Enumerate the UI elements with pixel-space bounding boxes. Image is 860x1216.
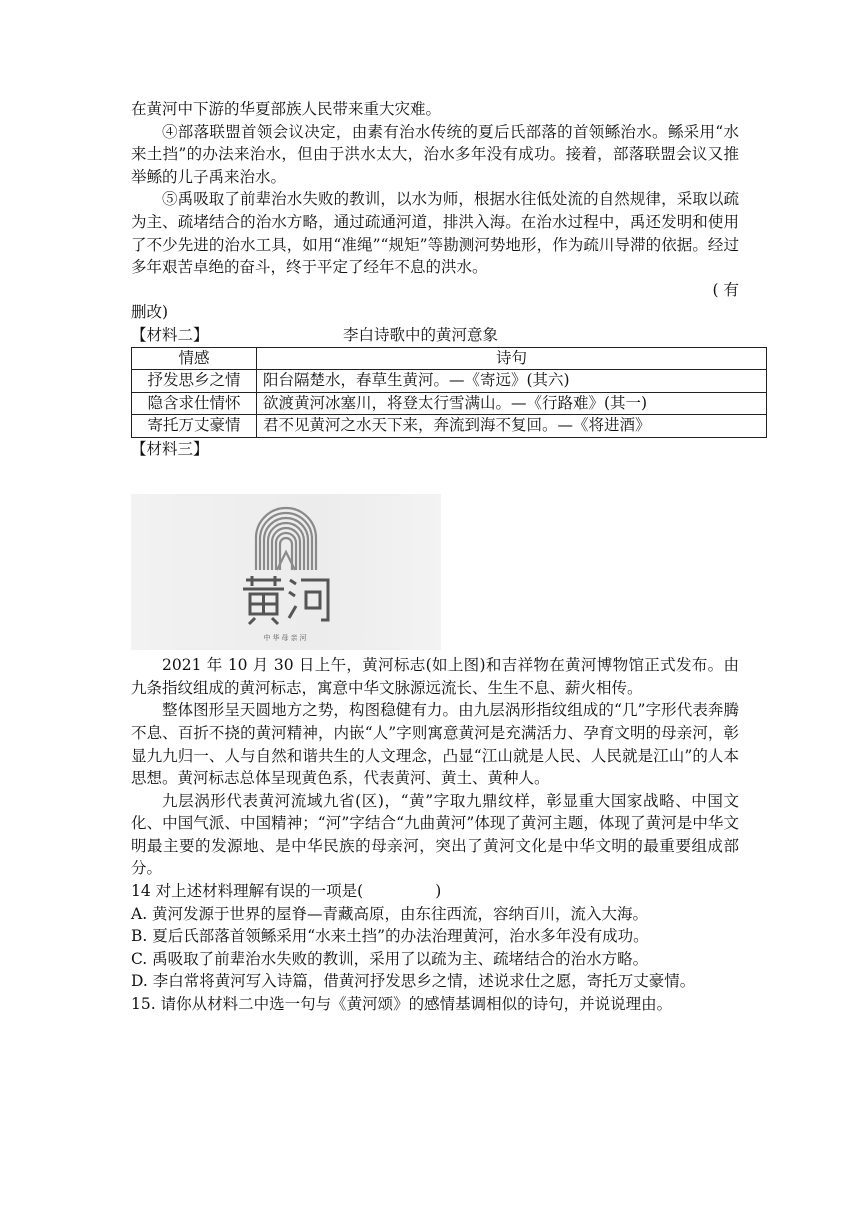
material1-paragraph-5: ⑤禹吸取了前辈治水失败的教训，以水为师，根据水往低处流的自然规律，采取以疏为主、疏堵结合的治水方略，通过疏通河道，排洪入海。在治水过程中，禹还发明和使用了不少先进的治水工具，如用“准绳”“规矩”等勘测河势地形，作为疏川导滞的依据。经过多年艰苦卓绝的奋斗，终于平定了经年不息的洪水。 [131, 190, 739, 277]
fingerprint-logo-icon [131, 494, 441, 650]
table-header-verse: 诗句 [257, 347, 767, 370]
table-header-emotion: 情感 [132, 347, 257, 370]
material3-label: 【材料三】 [131, 439, 209, 458]
source-note-open: ( 有 [712, 280, 739, 299]
material3-paragraph-3: 九层涡形代表黄河流域九省(区)，“黄”字取九鼎纹样，彰显重大国家战略、中国文化、中国气派、中国精神；“河”字结合“九曲黄河”体现了黄河主题，体现了黄河是中华文明最主要的发源地、是中华民族的母亲河，突出了黄河文化是中华文明的最重要组成部分。 [131, 791, 739, 878]
table-cell-verse: 阳台隔楚水，春草生黄河。—《寄远》(其六) [257, 370, 767, 393]
question-14-option-d: D. 李白常将黄河写入诗篇，借黄河抒发思乡之情，述说求仕之愿，寄托万丈豪情。 [131, 972, 696, 991]
material2-label: 【材料二】 [131, 325, 209, 344]
question-14-stem-text: 14 对上述材料理解有误的一项是( [131, 882, 364, 901]
table-row [132, 370, 767, 393]
fingerprint-arches-icon [256, 508, 316, 570]
question-14-option-c: C. 禹吸取了前辈治水失败的教训，采用了以疏为主、疏堵结合的治水方略。 [131, 949, 649, 968]
table-cell-emotion: 隐含求仕情怀 [132, 392, 257, 415]
material2-title: 李白诗歌中的黄河意象 [343, 325, 499, 344]
material1-line-top: 在黄河中下游的华夏部族人民带来重大灾难。 [131, 100, 442, 118]
table-row [132, 392, 767, 415]
table-cell-verse: 欲渡黄河冰塞川，将登太行雪满山。—《行路难》(其一) [257, 392, 767, 415]
table-cell-emotion: 寄托万丈豪情 [132, 415, 257, 438]
source-note-close: 删改) [131, 303, 169, 322]
table-row [132, 415, 767, 438]
question-14-stem [131, 880, 739, 903]
question-15: 15. 请你从材料二中选一句与《黄河颂》的感情基调相似的诗句，并说说理由。 [131, 995, 673, 1014]
logo-characters-icon [243, 576, 328, 624]
question-14-option-b: B. 夏后氏部落首领鲧采用“水来土挡”的办法治理黄河，治水多年没有成功。 [131, 927, 649, 946]
material3-paragraph-1: 2021 年 10 月 30 日上午，黄河标志(如上图)和吉祥物在黄河博物馆正式发布。由九条指纹组成的黄河标志，寓意中华文脉源远流长、生生不息、薪火相传。 [131, 656, 739, 697]
logo-subtitle: 中华母亲河 [263, 634, 309, 643]
table-cell-emotion: 抒发思乡之情 [132, 370, 257, 393]
table-header-row [132, 347, 767, 370]
material3-paragraph-2: 整体图形呈天圆地方之势，构图稳健有力。由九层涡形指纹组成的“几”字形代表奔腾不息、百折不挠的黄河精神，内嵌“人”字则寓意黄河是充满活力、孕育文明的母亲河，彰显九九归一、人与自然和谐共生的人文理念，凸显“江山就是人民、人民就是江山”的人本思想。黄河标志总体呈现黄色系，代表黄河、黄土、黄种人。 [131, 701, 739, 788]
material1-paragraph-4: ④部落联盟首领会议决定，由素有治水传统的夏后氏部落的首领鲧治水。鲧采用“水来土挡”的办法来治水，但由于洪水太大，治水多年没有成功。接着，部落联盟会议又推举鲧的儿子禹来治水。 [131, 122, 739, 186]
document-page [131, 98, 739, 1016]
question-14-option-a: A. 黄河发源于世界的屋脊—青藏高原，由东往西流，容纳百川，流入大海。 [131, 904, 649, 923]
poem-table [131, 347, 767, 438]
material2-heading [131, 324, 739, 347]
yellow-river-logo-image [131, 494, 441, 650]
table-cell-verse: 君不见黄河之水天下来，奔流到海不复回。—《将进酒》 [257, 415, 767, 438]
question-14-stem-close: ) [435, 882, 442, 901]
